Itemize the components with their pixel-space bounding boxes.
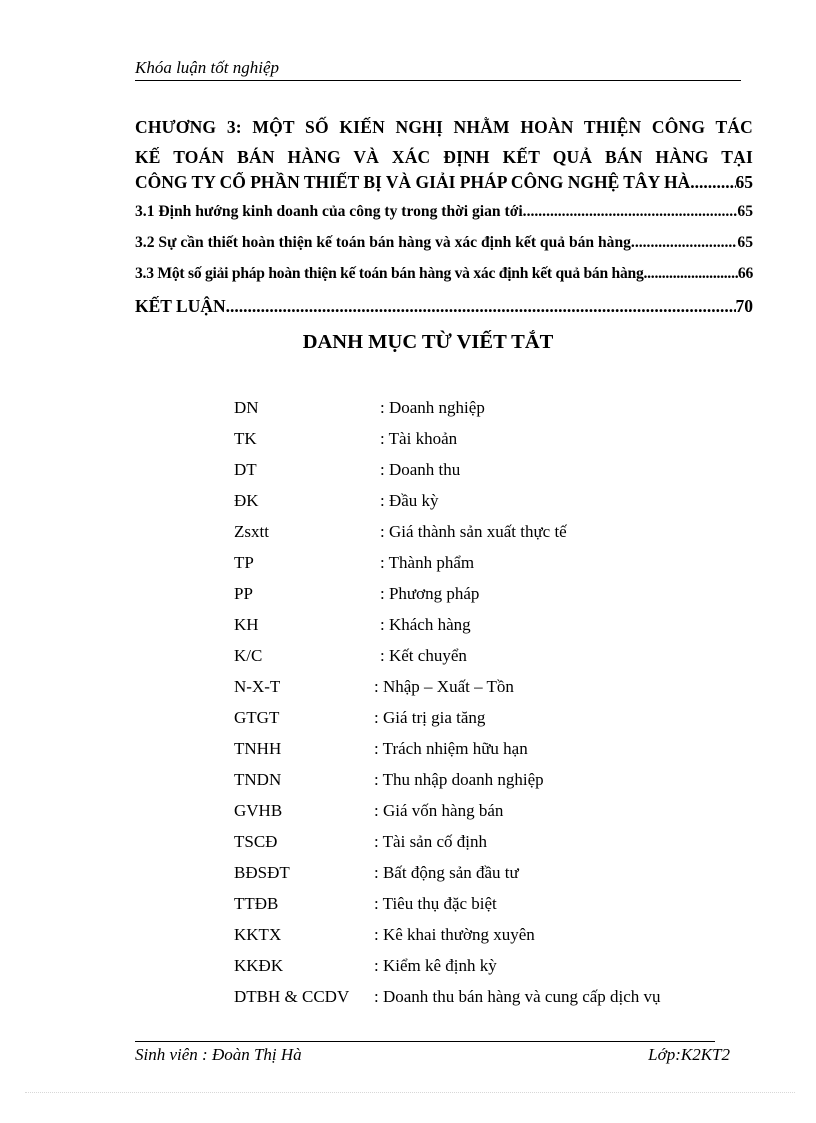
abbreviation-row (234, 520, 754, 551)
toc-page-number: 66 (737, 265, 753, 282)
page-bottom-dotted-line (25, 1092, 795, 1093)
abbreviation-term: N-X-T (234, 677, 281, 696)
toc-item-label: 3.3 Một số giải pháp hoàn thiện kế toán bán hàng và xác định kết quả bán hàng. (135, 265, 648, 282)
toc-page-number: 65 (737, 203, 753, 220)
abbreviation-definition: : Tài khoản (380, 429, 458, 448)
abbreviation-term: ĐK (234, 491, 259, 510)
abbreviation-row (234, 551, 754, 582)
abbreviation-definition: : Thành phẩm (380, 553, 475, 572)
abbreviation-row (234, 458, 754, 489)
abbreviation-row (234, 954, 754, 985)
abbreviation-definition: : Thu nhập doanh nghiệp (374, 770, 544, 789)
toc-leader-dots (635, 234, 738, 252)
toc-chapter-3-line-1: CHƯƠNG 3: MỘT SỐ KIẾN NGHỊ NHẰM HOÀN THIỆN CÔNG TÁC (135, 117, 753, 137)
header-divider (135, 80, 741, 81)
toc-item-label: 3.1 Định hướng kinh doanh của công ty trong thời gian tới. (135, 203, 527, 220)
abbreviation-definition: : Doanh nghiệp (380, 398, 485, 417)
abbreviation-term: K/C (234, 646, 263, 665)
abbreviation-row (234, 644, 754, 675)
abbreviations-list (234, 396, 754, 1016)
toc-chapter-3-line-3[interactable] (135, 172, 753, 203)
abbreviation-row (234, 768, 754, 799)
abbreviation-row (234, 489, 754, 520)
abbreviation-term: KH (234, 615, 259, 634)
abbreviation-row (234, 396, 754, 427)
abbreviation-definition: : Doanh thu bán hàng và cung cấp dịch vụ (374, 987, 661, 1006)
abbreviation-definition: : Tiêu thụ đặc biệt (374, 894, 497, 913)
abbreviation-term: DTBH & CCDV (234, 987, 350, 1006)
toc-item[interactable] (135, 265, 753, 296)
abbreviation-definition: : Phương pháp (380, 584, 480, 603)
abbreviation-term: PP (234, 584, 253, 603)
toc-chapter-3-title-end: CÔNG TY CỔ PHẦN THIẾT BỊ VÀ GIẢI PHÁP CÔNG NGHỆ TÂY HÀ (135, 172, 691, 192)
abbreviations-title: DANH MỤC TỪ VIẾT TẮT (302, 331, 554, 353)
abbreviation-row (234, 830, 754, 861)
abbreviation-term: GVHB (234, 801, 283, 820)
abbreviation-definition: : Đầu kỳ (380, 491, 439, 510)
abbreviation-term: TNDN (234, 770, 282, 789)
abbreviation-definition: : Giá vốn hàng bán (374, 801, 504, 820)
abbreviation-definition: : Kiểm kê định kỳ (374, 956, 497, 975)
abbreviation-row (234, 923, 754, 954)
toc-conclusion[interactable] (135, 296, 753, 327)
abbreviation-definition: : Nhập – Xuất – Tồn (374, 677, 514, 696)
abbreviation-term: TP (234, 553, 254, 572)
abbreviation-definition: : Kê khai thường xuyên (374, 925, 535, 944)
toc-conclusion-label: KẾT LUẬN (135, 296, 226, 316)
table-of-contents (135, 112, 753, 327)
toc-page-number: 70 (735, 296, 753, 316)
abbreviation-row (234, 706, 754, 737)
abbreviation-row (234, 985, 754, 1016)
abbreviation-row (234, 675, 754, 706)
abbreviation-definition: : Tài sản cố định (374, 832, 487, 851)
toc-item-label: 3.2 Sự cần thiết hoàn thiện kế toán bán hàng và xác định kết quả bán hàng. (135, 234, 635, 251)
abbreviation-term: KKTX (234, 925, 282, 944)
toc-leader-dots (690, 172, 735, 193)
abbreviation-term: KKĐK (234, 956, 284, 975)
toc-item[interactable] (135, 234, 753, 265)
footer-divider (135, 1041, 715, 1042)
toc-item[interactable] (135, 203, 753, 234)
toc-page-number: 65 (735, 172, 753, 192)
abbreviation-definition: : Bất động sản đầu tư (374, 863, 519, 882)
abbreviation-row (234, 582, 754, 613)
abbreviation-term: BĐSĐT (234, 863, 290, 882)
abbreviation-term: DN (234, 398, 259, 417)
footer-student-name: Sinh viên : Đoàn Thị Hà (135, 1045, 302, 1064)
abbreviation-row (234, 799, 754, 830)
abbreviation-definition: : Giá trị gia tăng (374, 708, 486, 727)
abbreviation-term: GTGT (234, 708, 280, 727)
abbreviation-row (234, 892, 754, 923)
header-title: Khóa luận tốt nghiệp (135, 58, 280, 77)
abbreviation-row (234, 427, 754, 458)
toc-leader-dots (527, 203, 738, 221)
abbreviation-term: DT (234, 460, 257, 479)
abbreviation-definition: : Khách hàng (380, 615, 471, 634)
abbreviation-term: TTĐB (234, 894, 279, 913)
toc-leader-dots (226, 296, 736, 317)
abbreviation-definition: : Giá thành sản xuất thực tế (380, 522, 567, 541)
abbreviation-row (234, 613, 754, 644)
abbreviation-term: TK (234, 429, 257, 448)
toc-chapter-3-line-2: KẾ TOÁN BÁN HÀNG VÀ XÁC ĐỊNH KẾT QUẢ BÁN HÀNG TẠI (135, 147, 753, 167)
abbreviation-definition: : Doanh thu (380, 460, 461, 479)
abbreviation-definition: : Trách nhiệm hữu hạn (374, 739, 528, 758)
toc-leader-dots (647, 265, 738, 283)
toc-page-number: 65 (737, 234, 753, 251)
abbreviation-term: Zsxtt (234, 522, 269, 541)
abbreviation-definition: : Kết chuyển (380, 646, 467, 665)
footer-class: Lớp:K2KT2 (648, 1045, 730, 1064)
abbreviation-term: TNHH (234, 739, 282, 758)
abbreviation-row (234, 861, 754, 892)
abbreviation-row (234, 737, 754, 768)
abbreviation-term: TSCĐ (234, 832, 278, 851)
